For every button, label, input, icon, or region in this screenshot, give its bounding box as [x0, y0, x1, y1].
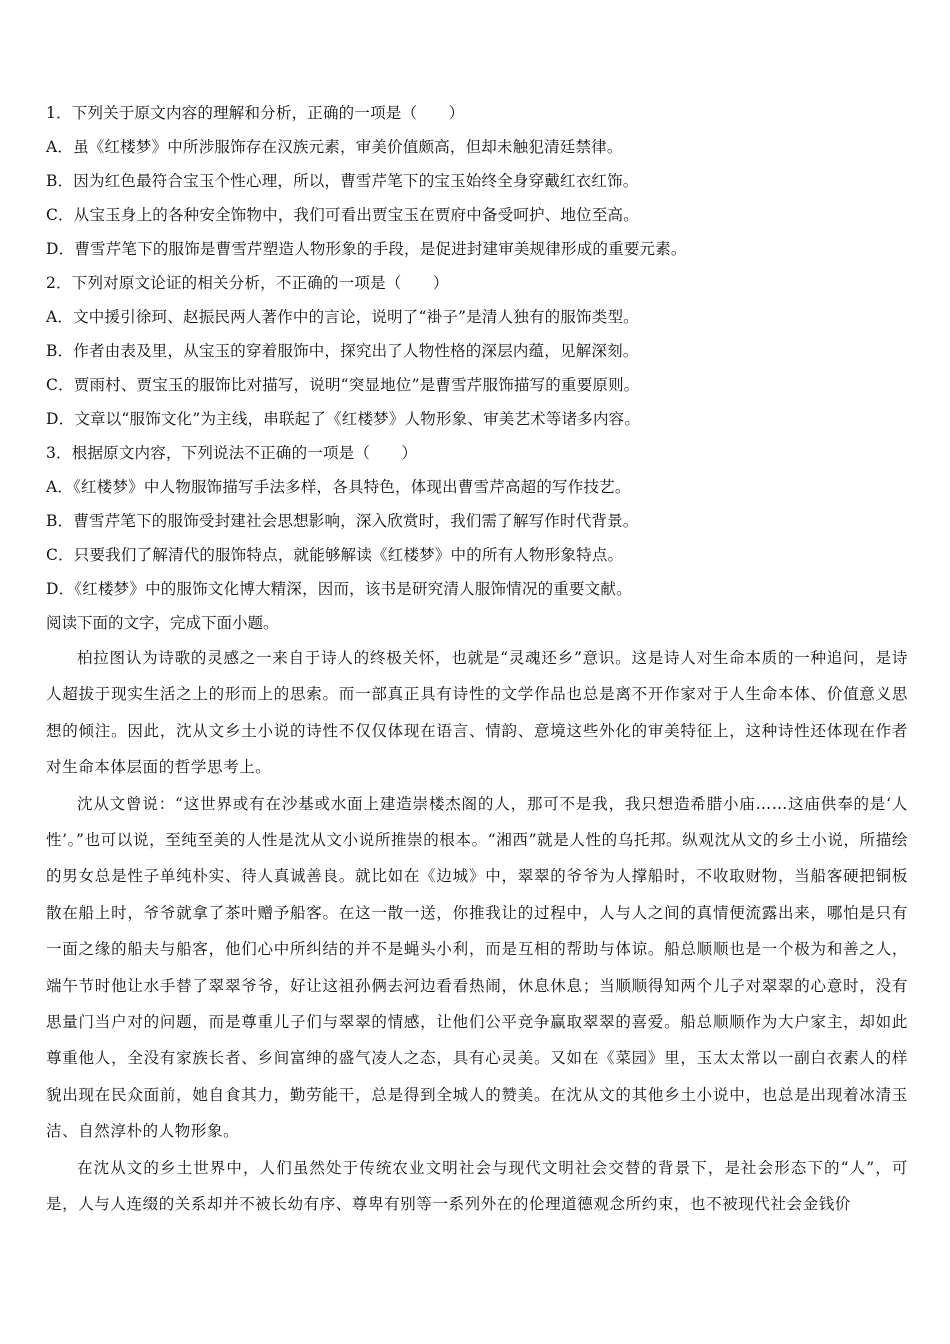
- question-stem: 1．下列关于原文内容的理解和分析，正确的一项是（ ）: [46, 104, 465, 122]
- question-2: [46, 266, 908, 436]
- passage-paragraph-2: 沈从文曾说：“这世界或有在沙基或水面上建造崇楼杰阁的人，那可不是我，我只想造希腊小庙……这庙供奉的是‘人性’。”也可以说，至纯至美的人性是沈从文小说所推崇的根本。“湘西”就是人性的乌托邦。纵观沈从文的乡土小说，所描绘的男女总是性子单纯朴实、待人真诚善良。就比如在《边城》中，翠翠的爷爷为人撑船时，不收取财物，当船客硬把铜板散在船上时，爷爷就拿了茶叶赠予船客。在这一散一送，你推我让的过程中，人与人之间的真情便流露出来，哪怕是只有一面之缘的船夫与船客，他们心中所纠结的并不是蝇头小利，而是互相的帮助与体谅。船总顺顺也是一个极为和善之人，端午节时他让水手替了翠翠爷爷，好让这祖孙俩去河边看看热闹，休息休息；当顺顺得知两个儿子对翠翠的心意时，没有思量门当户对的问题，而是尊重儿子们与翠翠的情感，让他们公平竞争赢取翠翠的喜爱。船总顺顺作为大户家主，却如此尊重他人，全没有家族长者、乡间富绅的盛气凌人之态，具有心灵美。又如在《菜园》里，玉太太常以一副白衣素人的样貌出现在民众面前，她自食其力，勤劳能干，总是得到全城人的赞美。在沈从文的其他乡土小说中，也总是出现着冰清玉洁、自然淳朴的人物形象。: [46, 794, 908, 1141]
- question-stem: 3．根据原文内容，下列说法不正确的一项是（ ）: [46, 444, 418, 462]
- document-page: [46, 96, 908, 1223]
- option-d: D．《红楼梦》中的服饰文化博大精深，因而，该书是研究清人服饰情况的重要文献。: [46, 580, 632, 598]
- option-b: B．作者由表及里，从宝玉的穿着服饰中，探究出了人物性格的深层内蕴，见解深刻。: [46, 342, 639, 360]
- option-d: D．曹雪芹笔下的服饰是曹雪芹塑造人物形象的手段，是促进封建审美规律形成的重要元素。: [46, 240, 687, 258]
- option-d: D．文章以“服饰文化”为主线，串联起了《红楼梦》人物形象、审美艺术等诸多内容。: [46, 410, 641, 428]
- question-3: [46, 436, 908, 606]
- option-c: C．贾雨村、贾宝玉的服饰比对描写，说明“突显地位”是曹雪芹服饰描写的重要原则。: [46, 376, 640, 394]
- passage-paragraph-3: 在沈从文的乡土世界中，人们虽然处于传统农业文明社会与现代文明社会交替的背景下，是社会形态下的“人”，可是，人与人连缀的关系却并不被长幼有序、尊卑有别等一系列外在的伦理道德观念所约束，也不被现代社会金钱价: [46, 1158, 908, 1214]
- reading-intro: 阅读下面的文字，完成下面小题。: [46, 614, 279, 632]
- passage-paragraph-1: 柏拉图认为诗歌的灵感之一来自于诗人的终极关怀，也就是“灵魂还乡”意识。这是诗人对生命本质的一种追问，是诗人超拔于现实生活之上的形而上的思索。而一部真正具有诗性的文学作品也总是离不开作家对于人生命本体、价值意义思想的倾注。因此，沈从文乡土小说的诗性不仅仅体现在语言、情韵、意境这些外化的审美特征上，这种诗性还体现在作者对生命本体层面的哲学思考上。: [46, 649, 908, 777]
- question-stem: 2．下列对原文论证的相关分析，不正确的一项是（ ）: [46, 274, 449, 292]
- option-b: B．曹雪芹笔下的服饰受封建社会思想影响，深入欣赏时，我们需了解写作时代背景。: [46, 512, 639, 530]
- option-c: C．只要我们了解清代的服饰特点，就能够解读《红楼梦》中的所有人物形象特点。: [46, 546, 624, 564]
- option-a: A．《红楼梦》中人物服饰描写手法多样，各具特色，体现出曹雪芹高超的写作技艺。: [46, 478, 631, 496]
- reading-passage: [46, 640, 908, 1223]
- option-c: C．从宝玉身上的各种安全饰物中，我们可看出贾宝玉在贾府中备受呵护、地位至高。: [46, 206, 639, 224]
- option-b: B．因为红色最符合宝玉个性心理，所以，曹雪芹笔下的宝玉始终全身穿戴红衣红饰。: [46, 172, 639, 190]
- question-1: [46, 96, 908, 266]
- option-a: A．虽《红楼梦》中所涉服饰存在汉族元素，审美价值颇高，但却未触犯清廷禁律。: [46, 138, 623, 156]
- option-a: A．文中援引徐珂、赵振民两人著作中的言论，说明了“褂子”是清人独有的服饰类型。: [46, 308, 639, 326]
